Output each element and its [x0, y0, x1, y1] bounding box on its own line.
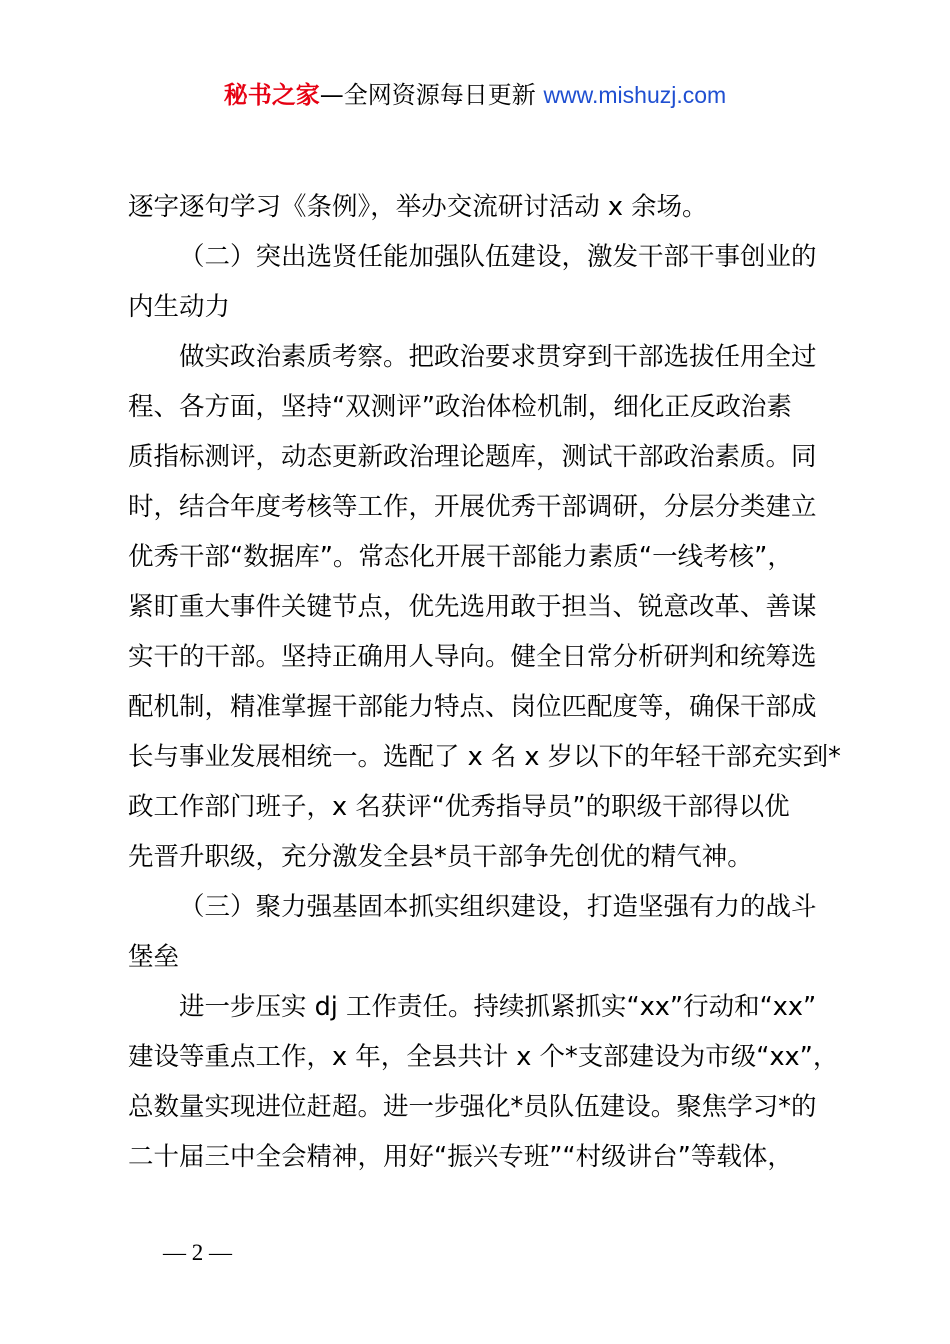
- brand-name: 秘书之家: [223, 81, 320, 109]
- body-line: 逐字逐句学习《条例》，举办交流研讨活动 x 余场。: [128, 192, 708, 222]
- body-line: 程、各方面，坚持“双测评”政治体检机制，细化正反政治素: [128, 392, 792, 422]
- body-line: 政工作部门班子，x 名获评“优秀指导员”的职级干部得以优: [128, 792, 790, 822]
- body-line: 建设等重点工作，x 年，全县共计 x 个*支部建设为市级“xx”，: [128, 1042, 839, 1072]
- body-line: 实干的干部。坚持正确用人导向。健全日常分析研判和统筹选: [128, 642, 817, 672]
- page-number: — 2 —: [163, 1240, 232, 1265]
- section-heading: （三）聚力强基固本抓实组织建设，打造坚强有力的战斗: [179, 892, 817, 922]
- body-line: 优秀干部“数据库”。常态化开展干部能力素质“一线考核”，: [128, 542, 793, 572]
- body-line: 先晋升职级，充分激发全县*员干部争先创优的精气神。: [128, 842, 753, 872]
- document-body: [128, 182, 841, 1182]
- paragraph-start: 进一步压实 dj 工作责任。持续抓紧抓实“xx”行动和“xx”: [179, 992, 817, 1022]
- header-slogan: —全网资源每日更新: [319, 81, 544, 109]
- body-line: 二十届三中全会精神，用好“振兴专班”“村级讲台”等载体，: [128, 1142, 793, 1172]
- site-header: [0, 78, 950, 112]
- body-line: 时，结合年度考核等工作，开展优秀干部调研，分层分类建立: [128, 492, 817, 522]
- body-line: 总数量实现进位赶超。进一步强化*员队伍建设。聚焦学习*的: [128, 1092, 817, 1122]
- paragraph-start: 做实政治素质考察。把政治要求贯穿到干部选拔任用全过: [179, 342, 817, 372]
- site-url-link[interactable]: www.mishuzj.com: [543, 82, 727, 108]
- section-heading-cont: 堡垒: [128, 942, 180, 972]
- section-heading: （二）突出选贤任能加强队伍建设，激发干部干事创业的: [179, 242, 817, 272]
- body-line: 长与事业发展相统一。选配了 x 名 x 岁以下的年轻干部充实到*: [128, 742, 841, 772]
- body-line: 质指标测评，动态更新政治理论题库，测试干部政治素质。同: [128, 442, 817, 472]
- section-heading-cont: 内生动力: [128, 292, 231, 322]
- body-line: 配机制，精准掌握干部能力特点、岗位匹配度等，确保干部成: [128, 692, 817, 722]
- body-line: 紧盯重大事件关键节点，优先选用敢于担当、锐意改革、善谋: [128, 592, 817, 622]
